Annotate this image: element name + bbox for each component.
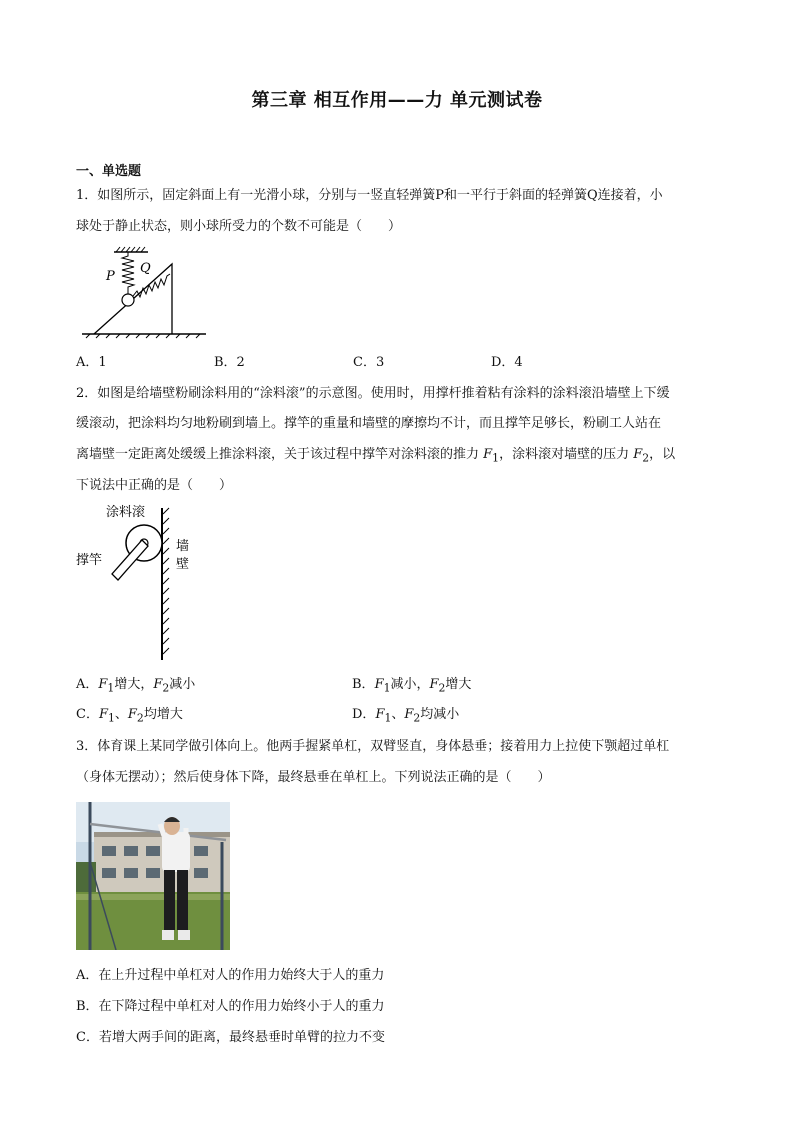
- q2-text-line-4: 下说法中正确的是（ ）: [76, 478, 233, 493]
- q1-label-p: P: [106, 269, 115, 284]
- q3-option-a[interactable]: A．在上升过程中单杠对人的作用力始终大于人的重力: [76, 968, 385, 983]
- q1-option-b[interactable]: B．2: [214, 355, 245, 370]
- q3-option-c[interactable]: C．若增大两手间的距离，最终悬垂时单臂的拉力不变: [76, 1030, 385, 1045]
- q2-label-roller: 涂料滚: [106, 505, 146, 520]
- q2-label-wall-1: 墙: [176, 539, 190, 554]
- q2-label-rod: 撑竿: [76, 553, 103, 568]
- q1-option-d[interactable]: D．4: [491, 355, 523, 370]
- q2-option-a[interactable]: A．$F_1$增大，$F_2$减小: [76, 677, 196, 695]
- page-title: 第三章 相互作用——力 单元测试卷: [251, 90, 543, 111]
- q1-option-c[interactable]: C．3: [353, 355, 385, 370]
- q2-text-line-2: 缓滚动，把涂料均匀地粉刷到墙上。撑竿的重量和墙壁的摩擦均不计，而且撑竿足够长，粉刷工人站在: [76, 416, 662, 431]
- q2-option-c[interactable]: C．$F_1$、$F_2$均增大: [76, 707, 183, 725]
- q3-option-b[interactable]: B．在下降过程中单杠对人的作用力始终小于人的重力: [76, 999, 385, 1014]
- section-heading: 一、单选题: [76, 164, 142, 179]
- q3-pull-up-photo: [76, 802, 230, 950]
- q1-label-q: Q: [140, 261, 151, 276]
- q2-label-wall-2: 壁: [176, 557, 190, 572]
- q2-option-b[interactable]: B．$F_1$减小，$F_2$增大: [352, 677, 472, 695]
- q1-text-line-1: 1．如图所示，固定斜面上有一光滑小球，分别与一竖直轻弹簧P和一平行于斜面的轻弹簧Q连接着，小: [76, 188, 663, 203]
- q2-option-d[interactable]: D．$F_1$、$F_2$均减小: [352, 707, 460, 725]
- q2-text-line-1: 2．如图是给墙壁粉刷涂料用的“涂料滚”的示意图。使用时，用撑杆推着粘有涂料的涂料滚沿墙壁上下缓: [76, 386, 670, 401]
- q3-text-line-1: 3．体育课上某同学做引体向上。他两手握紧单杠，双臂竖直，身体悬垂；接着用力上拉使下颚超过单杠: [76, 739, 670, 754]
- q2-paint-roller-figure: [76, 500, 206, 664]
- q3-text-line-2: （身体无摆动）；然后使身体下降，最终悬垂在单杠上。下列说法正确的是（ ）: [76, 770, 551, 785]
- q1-incline-spring-figure: [76, 244, 210, 340]
- q1-text-line-2: 球处于静止状态，则小球所受力的个数不可能是（ ）: [76, 219, 402, 234]
- q1-option-a[interactable]: A．1: [76, 355, 107, 370]
- q2-text-line-3: 离墙壁一定距离处缓缓上推涂料滚，关于该过程中撑竿对涂料滚的推力 $F_1$，涂料滚对墙壁的压力 $F_2$，以: [76, 447, 676, 465]
